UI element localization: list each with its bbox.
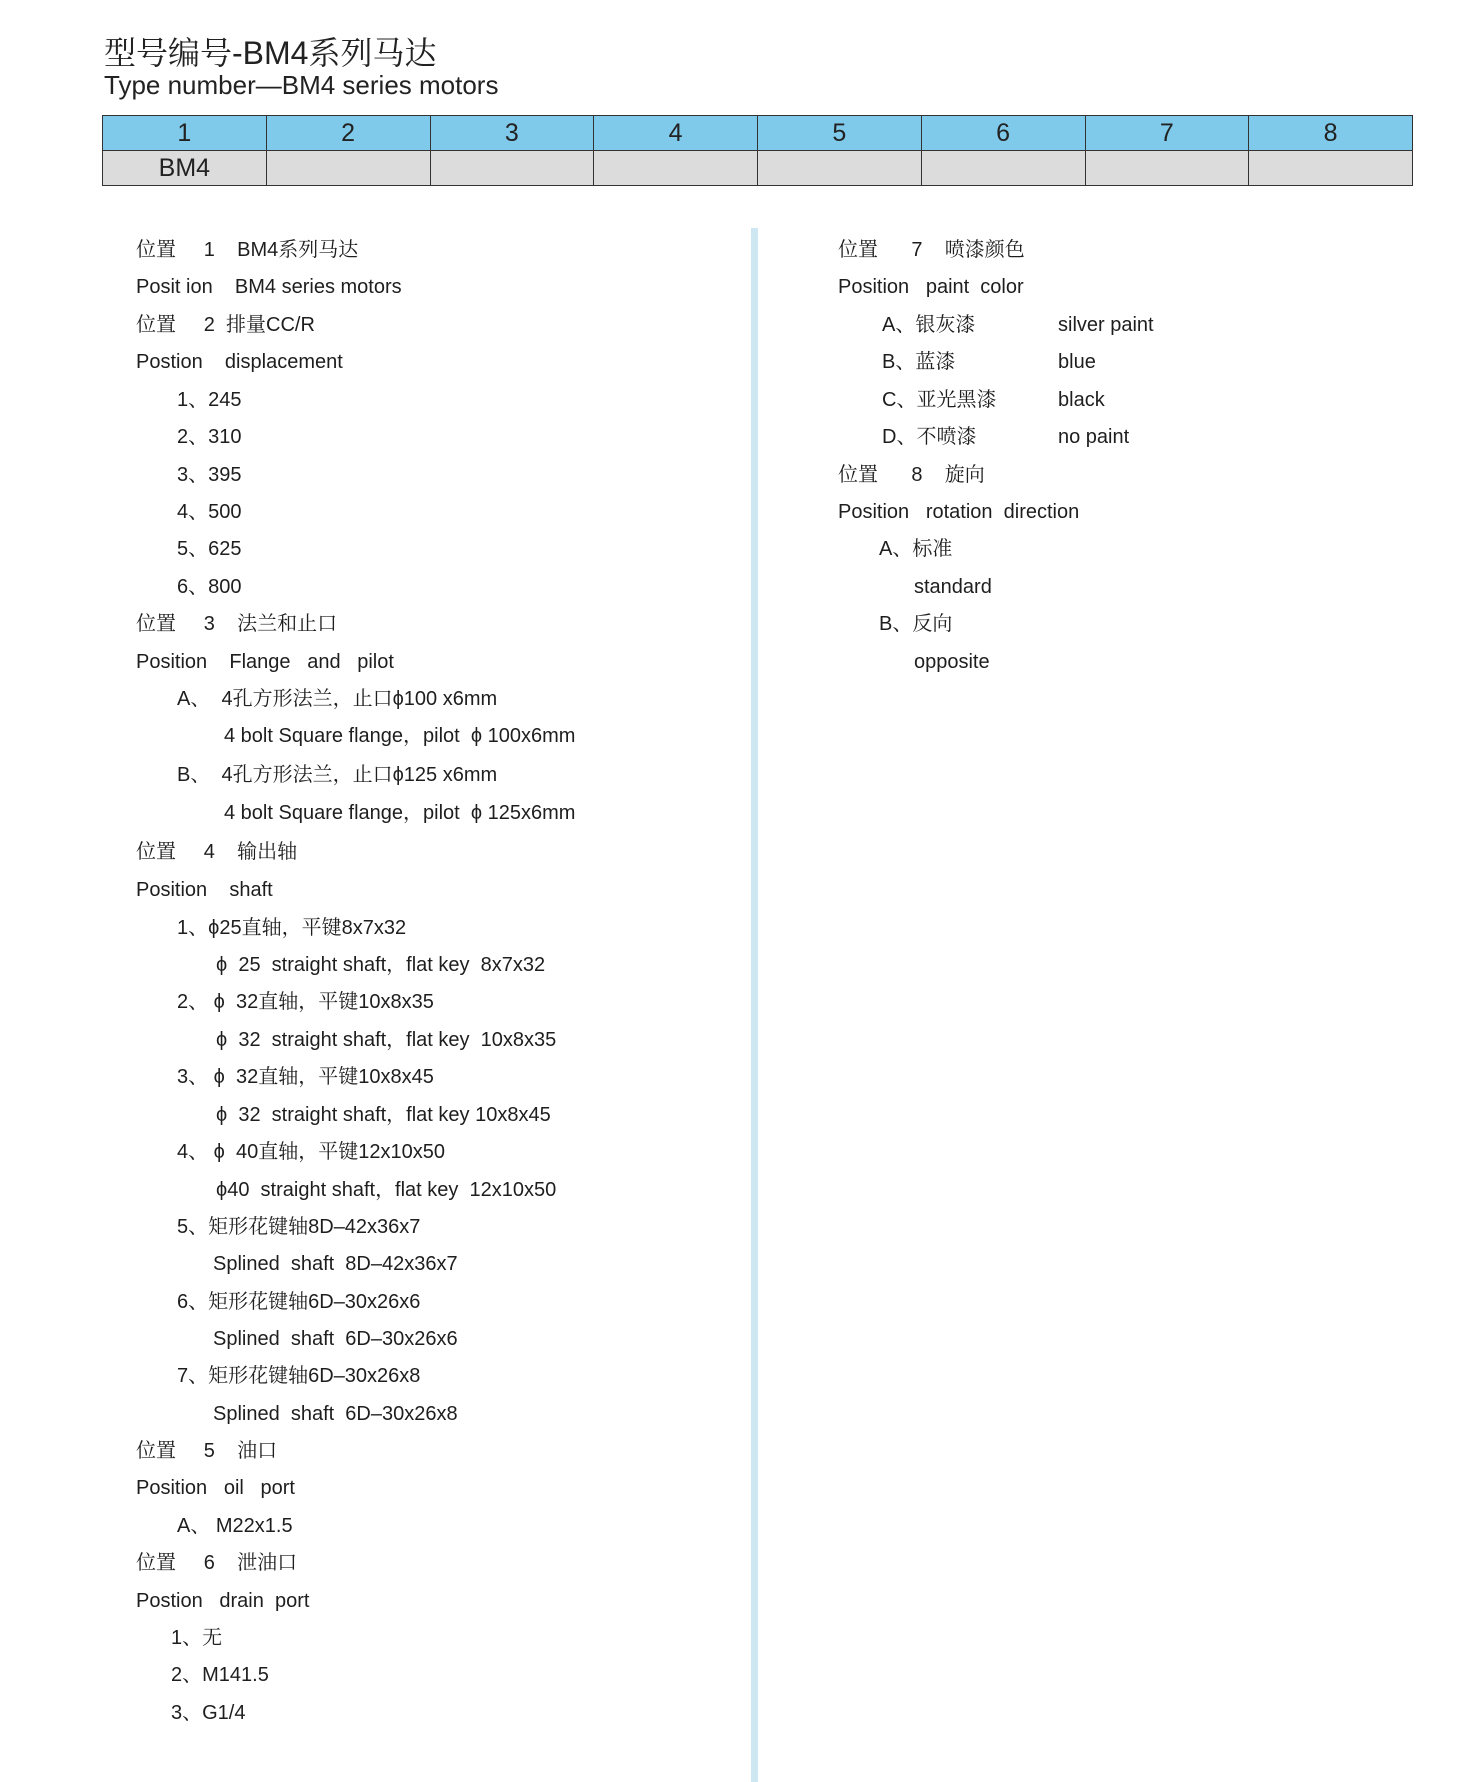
list-item: 3、G1/4	[171, 1702, 246, 1724]
section-subheading: Position shaft	[136, 879, 273, 901]
list-item: 6、矩形花键轴6D–30x26x6	[177, 1291, 421, 1313]
section-subheading: Postion drain port	[136, 1590, 310, 1612]
column-divider	[751, 228, 758, 1782]
position-cell: 7	[1085, 116, 1249, 151]
value-cell	[1249, 151, 1413, 186]
list-item: A、 4孔方形法兰，止口ϕ100 x6mm	[177, 688, 498, 710]
position-cell: 6	[921, 116, 1085, 151]
position-cell: 3	[430, 116, 594, 151]
section-heading: 位置 1 BM4系列马达	[136, 239, 359, 261]
value-cell	[430, 151, 594, 186]
list-item: 5、矩形花键轴8D–42x36x7	[177, 1216, 421, 1238]
value-cell	[594, 151, 758, 186]
section-heading: 位置 7 喷漆颜色	[838, 239, 1025, 261]
list-item: 4、 ϕ 40直轴，平键12x10x50	[177, 1141, 445, 1163]
section-subheading: Position paint color	[838, 276, 1024, 298]
value-cell	[1085, 151, 1249, 186]
list-item-translation: opposite	[914, 651, 990, 673]
position-cell: 5	[758, 116, 922, 151]
section-subheading: Position oil port	[136, 1477, 295, 1499]
section-subheading: Position Flange and pilot	[136, 651, 394, 673]
list-item-translation: ϕ 25 straight shaft，flat key 8x7x32	[216, 954, 546, 976]
list-item: C、亚光黑漆	[882, 389, 997, 411]
page-title: 型号编号-BM4系列马达	[104, 35, 437, 71]
list-item: 1、245	[177, 389, 242, 411]
list-item: 6、800	[177, 576, 242, 598]
position-cell: 8	[1249, 116, 1413, 151]
list-item-translation: blue	[1058, 351, 1096, 373]
value-cell	[758, 151, 922, 186]
list-item-translation: Splined shaft 6D–30x26x8	[213, 1403, 458, 1425]
section-subheading: Posit ion BM4 series motors	[136, 276, 402, 298]
value-cell	[921, 151, 1085, 186]
section-heading: 位置 2 排量CC/R	[136, 314, 315, 336]
list-item: 3、 ϕ 32直轴，平键10x8x45	[177, 1066, 434, 1088]
list-item: 2、M141.5	[171, 1664, 269, 1686]
list-item: 1、ϕ25直轴，平键8x7x32	[177, 917, 407, 939]
list-item: B、反向	[879, 613, 953, 635]
list-item-translation: black	[1058, 389, 1105, 411]
section-heading: 位置 3 法兰和止口	[136, 613, 338, 635]
list-item: A、银灰漆	[882, 314, 976, 336]
position-cell: 2	[266, 116, 430, 151]
list-item: 1、无	[171, 1627, 223, 1649]
value-cell: BM4	[103, 151, 267, 186]
list-item: A、标准	[879, 538, 953, 560]
value-cell	[266, 151, 430, 186]
table-header-row	[103, 116, 1413, 151]
table-value-row	[103, 151, 1413, 186]
section-subheading: Postion displacement	[136, 351, 343, 373]
type-code-table	[102, 115, 1413, 186]
section-heading: 位置 8 旋向	[838, 464, 985, 486]
list-item: 4、500	[177, 501, 242, 523]
list-item-translation: Splined shaft 6D–30x26x6	[213, 1328, 458, 1350]
list-item-translation: silver paint	[1058, 314, 1154, 336]
section-subheading: Position rotation direction	[838, 501, 1080, 523]
list-item: B、蓝漆	[882, 351, 956, 373]
list-item: 2、 ϕ 32直轴，平键10x8x35	[177, 991, 434, 1013]
list-item-translation: ϕ 32 straight shaft，flat key 10x8x35	[216, 1029, 557, 1051]
position-cell: 4	[594, 116, 758, 151]
list-item-translation: ϕ40 straight shaft，flat key 12x10x50	[216, 1179, 557, 1201]
section-heading: 位置 4 输出轴	[136, 841, 298, 863]
page-subtitle: Type number—BM4 series motors	[104, 70, 499, 100]
list-item-translation: ϕ 32 straight shaft，flat key 10x8x45	[216, 1104, 551, 1126]
list-item: 5、625	[177, 538, 242, 560]
position-cell: 1	[103, 116, 267, 151]
list-item: 7、矩形花键轴6D–30x26x8	[177, 1365, 421, 1387]
section-heading: 位置 6 泄油口	[136, 1552, 298, 1574]
list-item: D、不喷漆	[882, 426, 977, 448]
list-item-translation: 4 bolt Square flange，pilot ϕ 100x6mm	[224, 725, 576, 747]
list-item: A、 M22x1.5	[177, 1515, 293, 1537]
list-item-translation: standard	[914, 576, 992, 598]
list-item: 3、395	[177, 464, 242, 486]
list-item-translation: no paint	[1058, 426, 1130, 448]
section-heading: 位置 5 油口	[136, 1440, 278, 1462]
list-item-translation: Splined shaft 8D–42x36x7	[213, 1253, 458, 1275]
list-item-translation: 4 bolt Square flange，pilot ϕ 125x6mm	[224, 802, 576, 824]
list-item: B、 4孔方形法兰，止口ϕ125 x6mm	[177, 764, 498, 786]
list-item: 2、310	[177, 426, 242, 448]
